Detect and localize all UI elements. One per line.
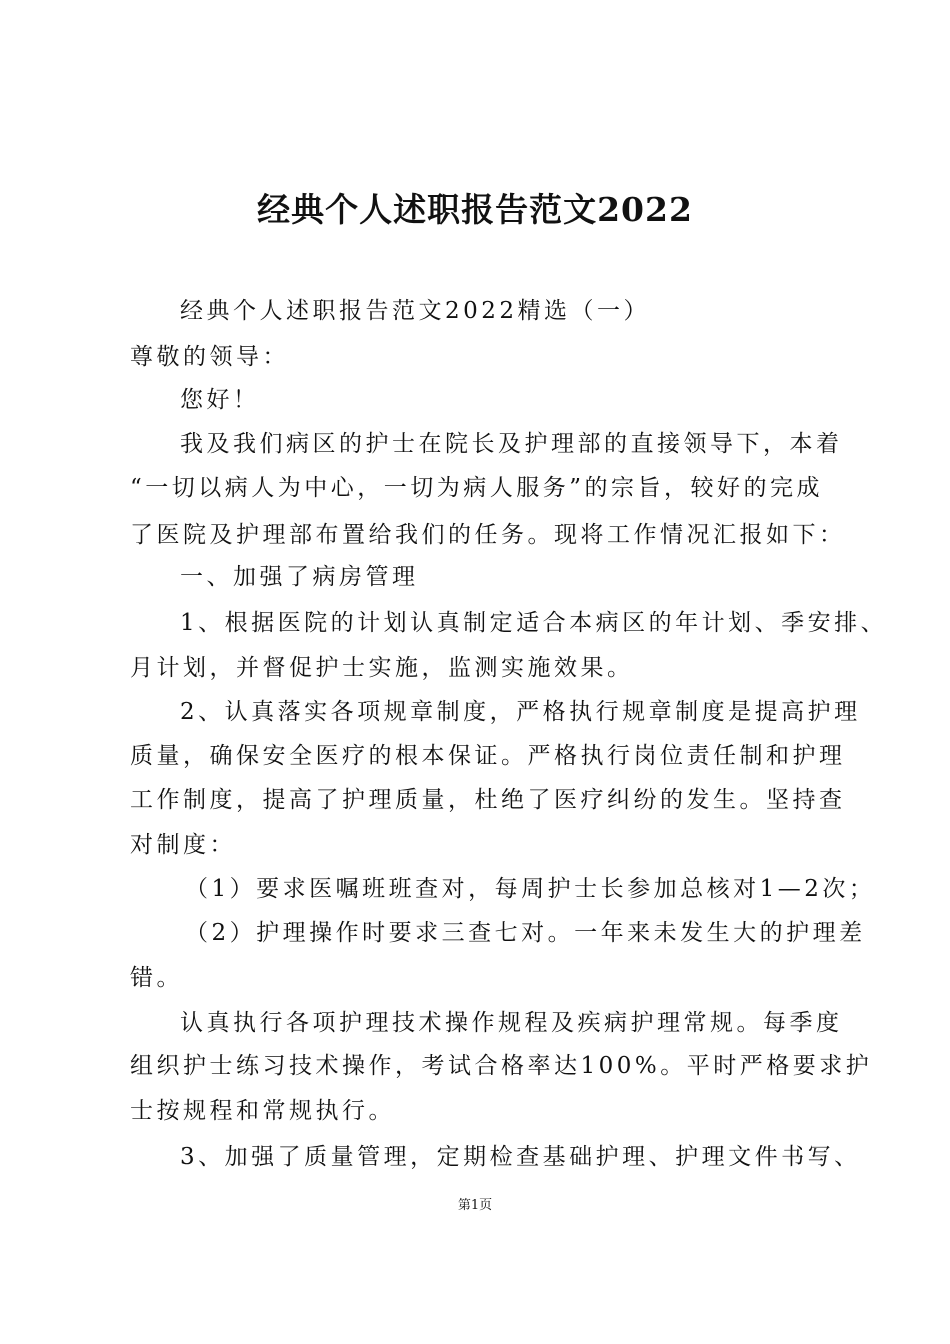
body-line: 月计划，并督促护士实施，监测实施效果。: [130, 655, 634, 681]
section-heading: 经典个人述职报告范文2022精选（一）: [180, 298, 651, 324]
body-line: 认真执行各项护理技术操作规程及疾病护理常规。每季度: [180, 1010, 843, 1036]
body-line: （2）护理操作时要求三查七对。一年来未发生大的护理差: [185, 920, 866, 946]
body-line: 对制度：: [130, 832, 236, 858]
salutation: 尊敬的领导：: [130, 344, 289, 370]
body-line: 工作制度，提高了护理质量，杜绝了医疗纠纷的发生。坚持查: [130, 787, 846, 813]
body-line: 了医院及护理部布置给我们的任务。现将工作情况汇报如下：: [130, 522, 846, 548]
body-line: 组织护士练习技术操作，考试合格率达100%。平时严格要求护: [130, 1053, 873, 1079]
body-line: 1、根据医院的计划认真制定适合本病区的年计划、季安排、: [180, 610, 888, 636]
page-number: 第1页: [457, 1198, 493, 1213]
subheading: 一、加强了病房管理: [180, 564, 419, 590]
body-line: “一切以病人为中心，一切为病人服务”的宗旨，较好的完成: [130, 475, 824, 501]
body-line: 质量，确保安全医疗的根本保证。严格执行岗位责任制和护理: [130, 743, 846, 769]
body-line: 士按规程和常规执行。: [130, 1098, 395, 1124]
body-line: 3、加强了质量管理，定期检查基础护理、护理文件书写、: [180, 1144, 861, 1170]
greeting: 您好！: [180, 387, 260, 413]
body-line: （1）要求医嘱班班查对，每周护士长参加总核对1—2次；: [185, 876, 876, 902]
body-line: 2、认真落实各项规章制度，严格执行规章制度是提高护理: [180, 699, 861, 725]
body-line: 错。: [130, 965, 183, 991]
document-title: 经典个人述职报告范文2022: [257, 190, 693, 229]
body-line: 我及我们病区的护士在院长及护理部的直接领导下，本着: [180, 431, 843, 457]
